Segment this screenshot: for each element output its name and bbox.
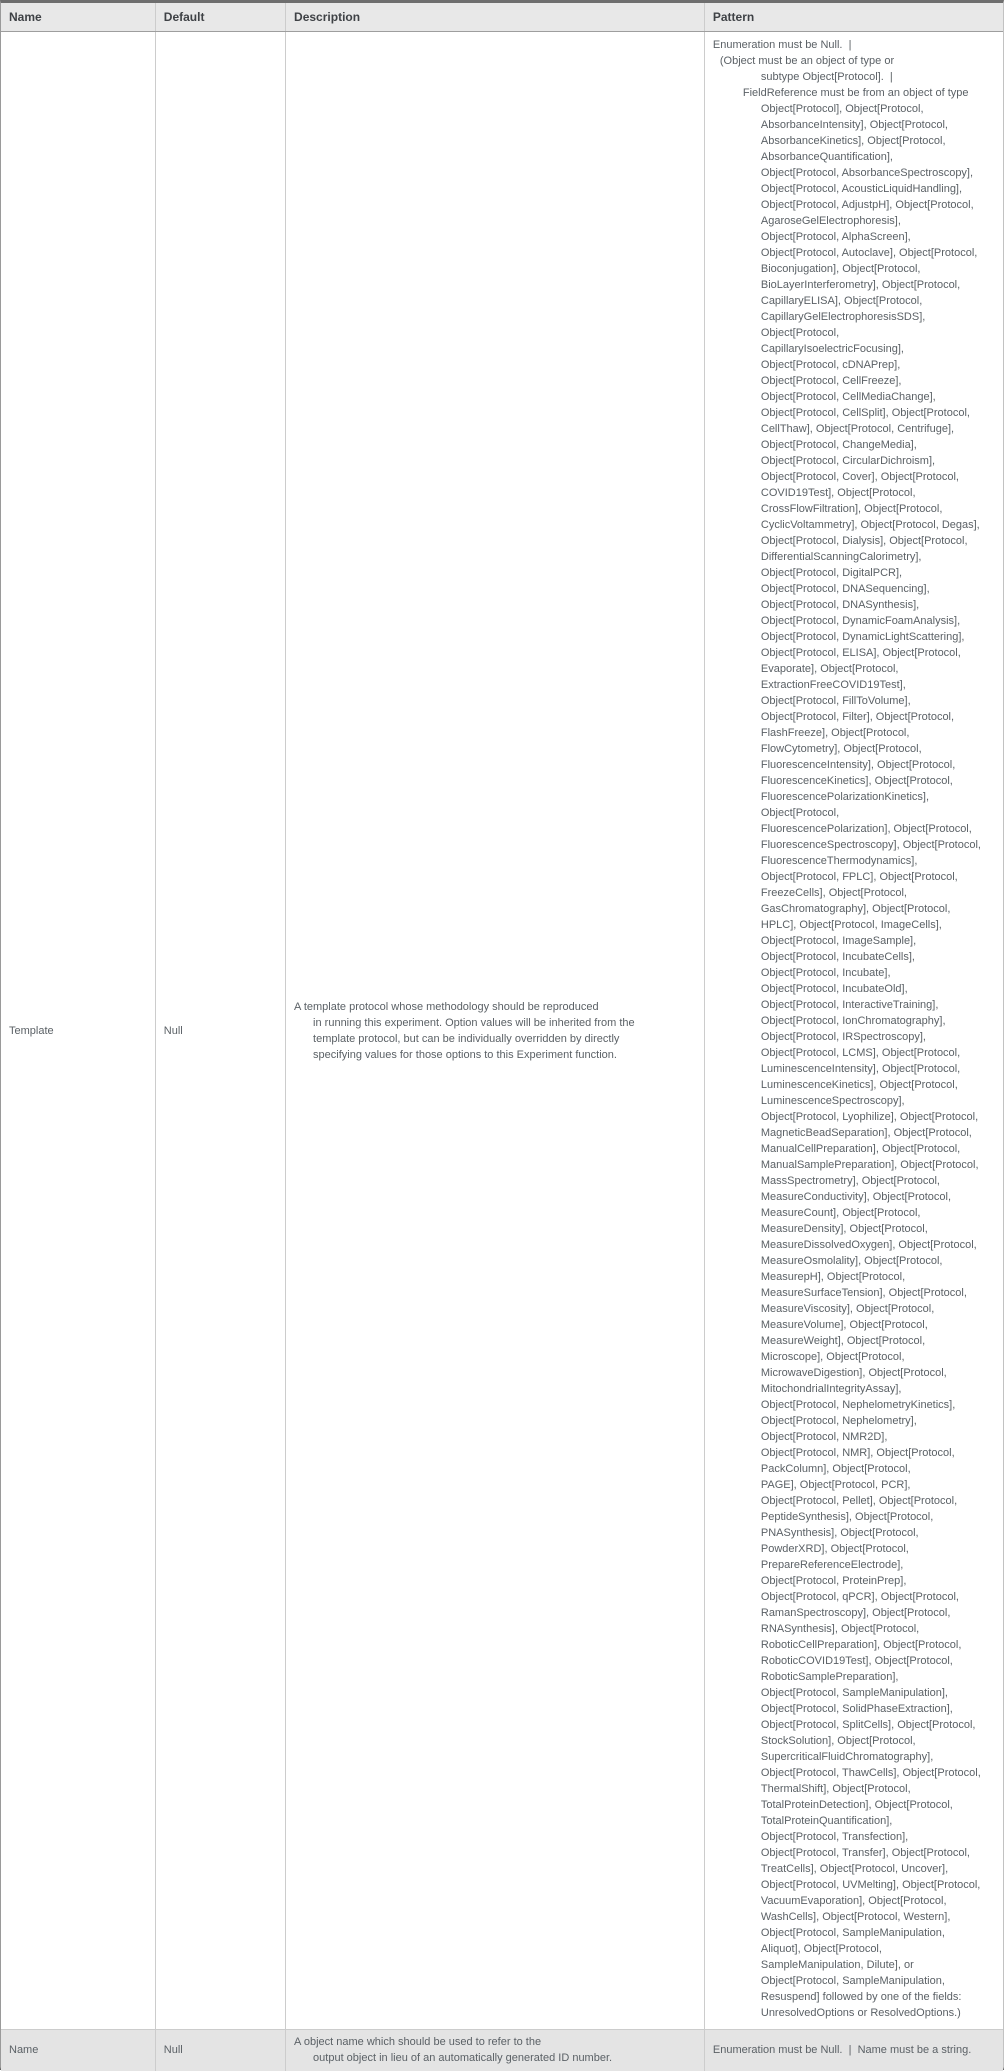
option-description: [286, 2030, 705, 2071]
option-description-text: A object name which should be used to refer to the output object in lieu of an automatically generated ID number.: [294, 2036, 613, 2065]
option-pattern-text: Enumeration must be Null. | (Object must be an object of type or subtype Object[Protocol]. | FieldReference must be from an object of type Object[Protocol], Object[Protocol, AbsorbanceIntensity], Object[Protocol, AbsorbanceKinetics], Object[Protocol, AbsorbanceQuantification], Object[Protocol, AbsorbanceSpectroscopy], Object[Protocol, AcousticLiquidHandling], Object[Protocol, AdjustpH], Object[Protocol, AgaroseGelElectrophoresis], Object[Protocol, AlphaScreen], Object[Protocol, Autoclave], Object[Protocol, Bioconjugation], Object[Protocol, BioLayerInterferometry], Object[Protocol, CapillaryELISA], Object[Protocol, CapillaryGelElectrophoresisSDS], Object[Protocol, CapillaryIsoelectricFocusing], Object[Protocol, cDNAPrep], Object[Protocol, CellFreeze], Object[Protocol, CellMediaChange], Object[Protocol, CellSplit], Object[Protocol, CellThaw], Object[Protocol, Centrifuge], Object[Protocol, ChangeMedia], Object[Protocol, CircularDichroism], Object[Protocol, Cover], Object[Protocol, COVID19Test], Object[Protocol, CrossFlowFiltration], Object[Protocol, CyclicVoltammetry], Object[Protocol, Degas], Object[Protocol, Dialysis], Object[Protocol, DifferentialScanningCalorimetry], Object[Protocol, DigitalPCR], Object[Protocol, DNASequencing], Object[Protocol, DNASynthesis], Object[Protocol, DynamicFoamAnalysis], Object[Protocol, DynamicLightScattering], Object[Protocol, ELISA], Object[Protocol, Evaporate], Object[Protocol, ExtractionFreeCOVID19Test], Object[Protocol, FillToVolume], Object[Protocol, Filter], Object[Protocol, FlashFreeze], Object[Protocol, FlowCytometry], Object[Protocol, FluorescenceIntensity], Object[Protocol, FluorescenceKinetics], Object[Protocol, FluorescencePolarizationKinetics], Object[Protocol, FluorescencePolarization], Object[Protocol, FluorescenceSpectroscopy], Object[Protocol, FluorescenceThermodynamics], Object[Protocol, FPLC], Object[Protocol, FreezeCells], Object[Protocol, GasChromatography], Object[Protocol, HPLC], Object[Protocol, ImageCells], Object[Protocol, ImageSample], Object[Protocol, IncubateCells], Object[Protocol, Incubate], Object[Protocol, IncubateOld], Object[Protocol, InteractiveTraining], Object[Protocol, IonChromatography], Object[Protocol, IRSpectroscopy], Object[Protocol, LCMS], Object[Protocol, LuminescenceIntensity], Object[Protocol, LuminescenceKinetics], Object[Protocol, LuminescenceSpectroscopy], Object[Protocol, Lyophilize], Object[Protocol, MagneticBeadSeparation], Object[Protocol, ManualCellPreparation], Object[Protocol, ManualSamplePreparation], Object[Protocol, MassSpectrometry], Object[Protocol, MeasureConductivity], Object[Protocol, MeasureCount], Object[Protocol, MeasureDensity], Object[Protocol, MeasureDissolvedOxygen], Object[Protocol, MeasureOsmolality], Object[Protocol, MeasurepH], Object[Protocol, MeasureSurfaceTension], Object[Protocol, MeasureViscosity], Object[Protocol, MeasureVolume], Object[Protocol, MeasureWeight], Object[Protocol, Microscope], Object[Protocol, MicrowaveDigestion], Object[Protocol, MitochondrialIntegrityAssay], Object[Protocol, NephelometryKinetics], Object[Protocol, Nephelometry], Object[Protocol, NMR2D], Object[Protocol, NMR], Object[Protocol, PackColumn], Object[Protocol, PAGE], Object[Protocol, PCR], Object[Protocol, Pellet], Object[Protocol, PeptideSynthesis], Object[Protocol, PNASynthesis], Object[Protocol, PowderXRD], Object[Protocol, PrepareReferenceElectrode], Object[Protocol, ProteinPrep], Object[Protocol, qPCR], Object[Protocol, RamanSpectroscopy], Object[Protocol, RNASynthesis], Object[Protocol, RoboticCellPreparation], Object[Protocol, RoboticCOVID19Test], Object[Protocol, RoboticSamplePreparation], Object[Protocol, SampleManipulation], Object[Protocol, SolidPhaseExtraction], Object[Protocol, SplitCells], Object[Protocol, StockSolution], Object[Protocol, SupercriticalFluidChromatography], Object[Protocol, ThawCells], Object[Protocol, ThermalShift], Object[Protocol, TotalProteinDetection], Object[Protocol, TotalProteinQuantification], Object[Protocol, Transfection], Object[Protocol, Transfer], Object[Protocol, TreatCells], Object[Protocol, Uncover], Object[Protocol, UVMelting], Object[Protocol, VacuumEvaporation], Object[Protocol, WashCells], Object[Protocol, Western], Object[Protocol, SampleManipulation, Aliquot], Object[Protocol, SampleManipulation, Dilute], or Object[Protocol, SampleManipulation, Resuspend] followed by one of the fields: UnresolvedOptions or ResolvedOptions.): [712, 39, 981, 2019]
option-pattern-text: Enumeration must be Null. | Name must be a string.: [712, 2044, 972, 2057]
column-header-default: Default: [155, 3, 285, 32]
option-description: [286, 32, 705, 2030]
option-name-text: Name: [9, 2044, 39, 2057]
table-header-row: [1, 3, 1003, 32]
option-default: [155, 32, 285, 2030]
option-name: [1, 32, 155, 2030]
option-name-text: Template: [9, 1024, 54, 1037]
option-default-text: Null: [163, 2044, 183, 2057]
option-default: [155, 2030, 285, 2071]
option-pattern: [704, 2030, 1003, 2071]
option-pattern: [704, 32, 1003, 2030]
table-row-template: [1, 32, 1003, 2030]
column-header-pattern: Pattern: [704, 3, 1003, 32]
column-header-description: Description: [286, 3, 705, 32]
options-table: [1, 3, 1003, 2071]
option-description-text: A template protocol whose methodology should be reproduced in running this experiment. Option values will be inherited from the template protocol, but can be individually overridden by directly specifying values for those options to this Experiment function.: [294, 1000, 635, 1061]
option-default-text: Null: [163, 1024, 183, 1037]
option-name: [1, 2030, 155, 2071]
column-header-name: Name: [1, 3, 155, 32]
table-row-name: [1, 2030, 1003, 2071]
